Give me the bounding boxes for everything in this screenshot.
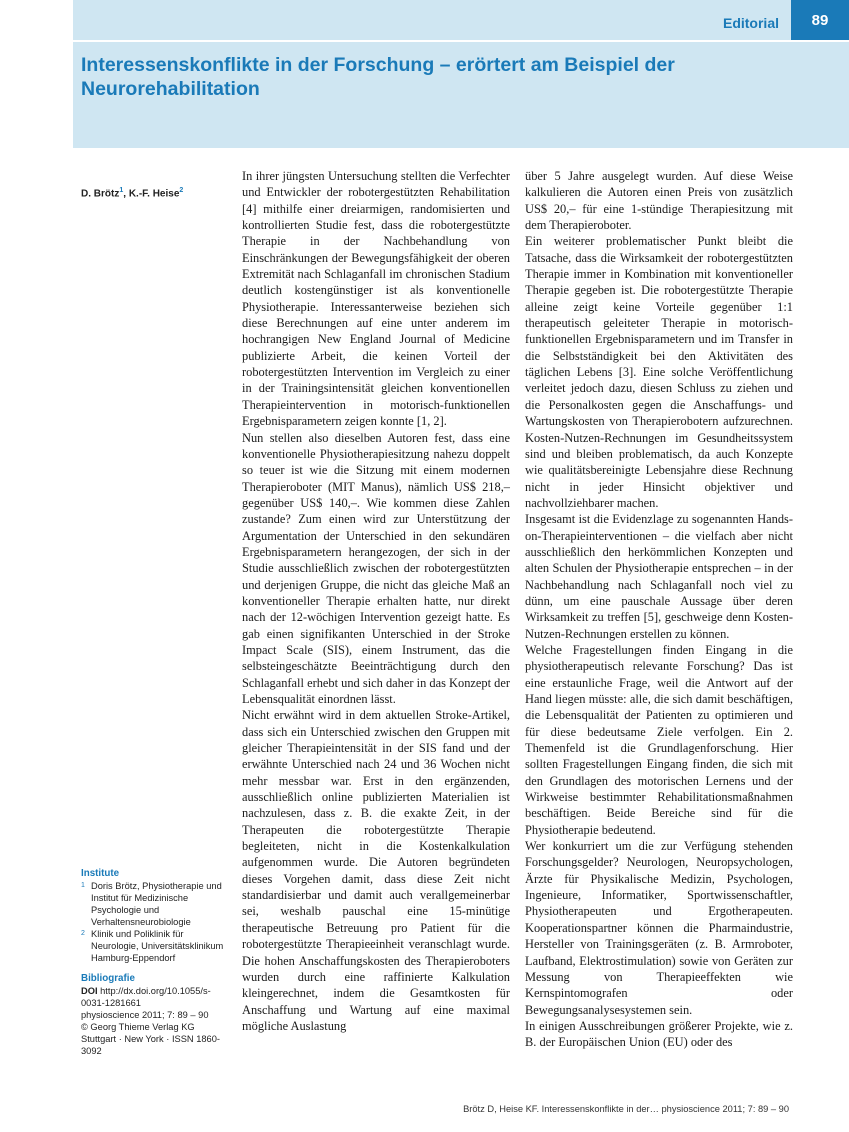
author-affiliation-mark: 1	[119, 187, 124, 194]
footer-citation: Brötz D, Heise KF. Interessenskonflikte in der… physioscience 2011; 7: 89 – 90	[463, 1104, 789, 1114]
institute-text: Doris Brötz, Physiotherapie und Institut für Medizinische Psychologie und Verhaltensneurobiologie	[91, 881, 222, 927]
body-column-left	[242, 168, 510, 1034]
issn-line: Stuttgart · New York · ISSN 1860-3092	[81, 1034, 220, 1056]
bibliography-heading: Bibliografie	[81, 973, 135, 984]
body-paragraph: Ein weiterer problematischer Punkt bleibt die Tatsache, dass die Wirksamkeit der robotergestützten Therapie immer in Kombination mit konventioneller Therapie gegeben ist. Die robotergestützte Therapie alleine zeigt keine Vorteile gegenüber 1:1 therapeutisch geleiteter Therapie in motorisch-funktionellen Ergebnisparametern und im Transfer in die Selbstständigkeit bei den Aktivitäten des täglichen Lebens [3]. Eine solche Veröffentlichung verleitet jedoch dazu, diesen Schluss zu ziehen und die Personalkosten gegen die Anschaffungs- und Wartungskosten von Therapierobotern aufzurechnen. Kosten-Nutzen-Rechnungen im Gesundheitssystem sind und bleiben problematisch, da auch Konzepte wie qualitätsbereinigte Lebensjahre diese Rechnung nicht in jeder Hinsicht objektiver und nachvollziehbarer machen.	[525, 234, 793, 510]
body-paragraph: über 5 Jahre ausgelegt wurden. Auf diese Weise kalkulieren die Autoren einen Preis von zusätzlich US$ 20,– für eine 1-stündige Therapiesitzung mit dem Therapieroboter.	[525, 169, 793, 233]
institute-number: 2	[81, 930, 85, 937]
author-name: D. Brötz	[81, 188, 120, 200]
section-label: Editorial	[722, 15, 779, 31]
institute-heading: Institute	[81, 868, 120, 879]
institute-number: 1	[81, 882, 85, 889]
body-paragraph: Insgesamt ist die Evidenzlage zu sogenannten Hands-on-Therapieinterventionen – die vielfach aber nicht ausschließlich den herkömmlichen Konzepten und alten Schulen der Physiotherapie entsprechen – in der Nachbehandlung nach Schlaganfall noch viel zu dünn, um eine pauschale Aussage über deren Wirksamkeit zu treffen [5], geschweige denn Kosten-Nutzen-Rechnungen erstellen zu können.	[525, 512, 793, 641]
author-name: K.-F. Heise	[128, 188, 180, 200]
sidebar-info	[81, 868, 231, 1057]
author-list	[81, 187, 183, 199]
header-divider	[73, 40, 849, 42]
author-affiliation-mark: 2	[179, 187, 184, 194]
institute-text: Klinik und Poliklinik für Neurologie, Universitätsklinikum Hamburg-Eppendorf	[91, 929, 224, 963]
page-number: 89	[791, 0, 849, 40]
doi-line	[81, 985, 231, 1009]
journal-line: physioscience 2011; 7: 89 – 90	[81, 1010, 209, 1020]
body-column-right	[525, 168, 793, 1051]
author-separator: ,	[123, 188, 129, 200]
doi-link[interactable]: http://dx.doi.org/10.1055/s-0031-1281661	[81, 986, 211, 1008]
body-paragraph: Nicht erwähnt wird in dem aktuellen Stroke-Artikel, dass sich ein Unterschied zwischen den Gruppen mit gleicher Therapieintensität in der SIS fand und der erwähnte Unterschied nach 24 und 36 Wochen nicht mehr messbar war. Erst in den ergänzenden, ausschließlich online publizierten Materialien ist nachzulesen, dass z. B. die exakte Zeit, in der Therapeuten die robotergestützte Therapie begleiteten, nicht in die Kostenkalkulation aufgenommen wurde. Die Autoren begründeten dieses Vorgehen damit, dass diese Zeit nicht standardisierbar und damit auch verallgemeinerbar sei, weshalb pauschal eine 15-minütige therapeutische Betreuung pro Patient für die robotergestützte Therapieeinheit veranschlagt wurde. Die hohen Anschaffungskosten des Therapieroboters wurden durch eine raffinierte Kalkulation kleingerechnet, indem die Gesamtkosten für Anschaffung und Wartung auf eine maximal mögliche Auslastung	[242, 708, 510, 1033]
institute-item	[81, 880, 231, 928]
publisher-line: © Georg Thieme Verlag KG	[81, 1022, 195, 1032]
doi-label: DOI	[81, 986, 98, 996]
body-paragraph: Wer konkurriert um die zur Verfügung stehenden Forschungsgelder? Neurologen, Neuropsychologen, Ärzte für Physikalische Medizin, Psychologen, Ingenieure, Informatiker, Sportwissenschaftler, Physiotherapeuten und Ergotherapeuten. Kooperationspartner können die Pharmaindustrie, Hersteller von Trainingsgeräten (z. B. Armroboter, Laufband, Elektrostimulation) sowie von Geräten zur Messung von Therapieeffekten wie Kernspintomografen oder Bewegungsanalysesystemen sein.	[525, 839, 793, 1017]
body-paragraph: Nun stellen also dieselben Autoren fest, dass eine konventionelle Physiotherapiesitzung nahezu doppelt so teuer ist wie die Sitzung mit einem modernen Therapieroboter (MIT Manus), nämlich US$ 218,– gegenüber US$ 140,–. Wie kommen diese Zahlen zustande? Zum einen wird zur Unterstützung der Argumentation der Unterschied in den sekundären Ergebnisparametern herangezogen, der sich in der Studie ausschließlich zwischen der robotergestützten und derjenigen Gruppe, die nicht das gleiche Maß an konventioneller Therapie erhalten hatte, nur direkt nach der 12-wöchigen Intervention gezeigt hatte. Es gab einen signifikanten Unterschied in der Stroke Impact Scale (SIS), einem Instrument, das die selbsteingeschätzte Beeinträchtigung durch den Schlaganfall erhebt und sich daher in das Konzept der Lebensqualität einordnen lässt.	[242, 430, 510, 706]
body-paragraph: In einigen Ausschreibungen größerer Projekte, wie z. B. der Europäischen Union (EU) oder des	[525, 1018, 793, 1050]
body-paragraph: Welche Fragestellungen finden Eingang in die physiotherapeutisch relevante Forschung? Das ist eine erstaunliche Frage, weil die Antwort auf der Hand liegen müsste: alle, die sich damit beschäftigen, die Lebensqualität der Patienten zu optimieren und für diese bedeutsame Ziele verfolgen. Ein 2. Themenfeld ist die Grundlagenforschung. Hier sollten Fragestellungen Eingang finden, die sich mit den Grundlagen des motorischen Lernens und der Wirkweise bestimmter Rehabilitationsmaßnahmen beschäftigen. Beide Bereiche sind für die Physiotherapie bedeutend.	[525, 642, 793, 837]
bibliography-block	[81, 985, 231, 1057]
institute-item	[81, 928, 231, 964]
article-title: Interessenskonflikte in der Forschung – erörtert am Beispiel der Neurorehabilitation	[81, 54, 675, 100]
body-paragraph: In ihrer jüngsten Untersuchung stellten die Verfechter und Entwickler der robotergestützten Rehabilitation [4] mithilfe einer dreiarmigen, randomisierten und kontrollierten Studie fest, dass die robotergestützte Therapie in der Nachbehandlung von Einschränkungen der Bewegungsfähigkeit der oberen Extremität nach Schlaganfall im chronischen Stadium deutlich kostengünstiger ist als konventionelle Physiotherapie. Interessanterweise beziehen sich diese Berechnungen auf eine unter anderem im hochrangigen New England Journal of Medicine publizierte Arbeit, die keinen Vorteil der robotergestützten Intervention im Vergleich zu einer in der Trainingsintensität gleichen konventionellen Therapieintervention in motorisch-funktionellen Ergebnisparametern zeigen konnte [1, 2].	[242, 169, 510, 429]
